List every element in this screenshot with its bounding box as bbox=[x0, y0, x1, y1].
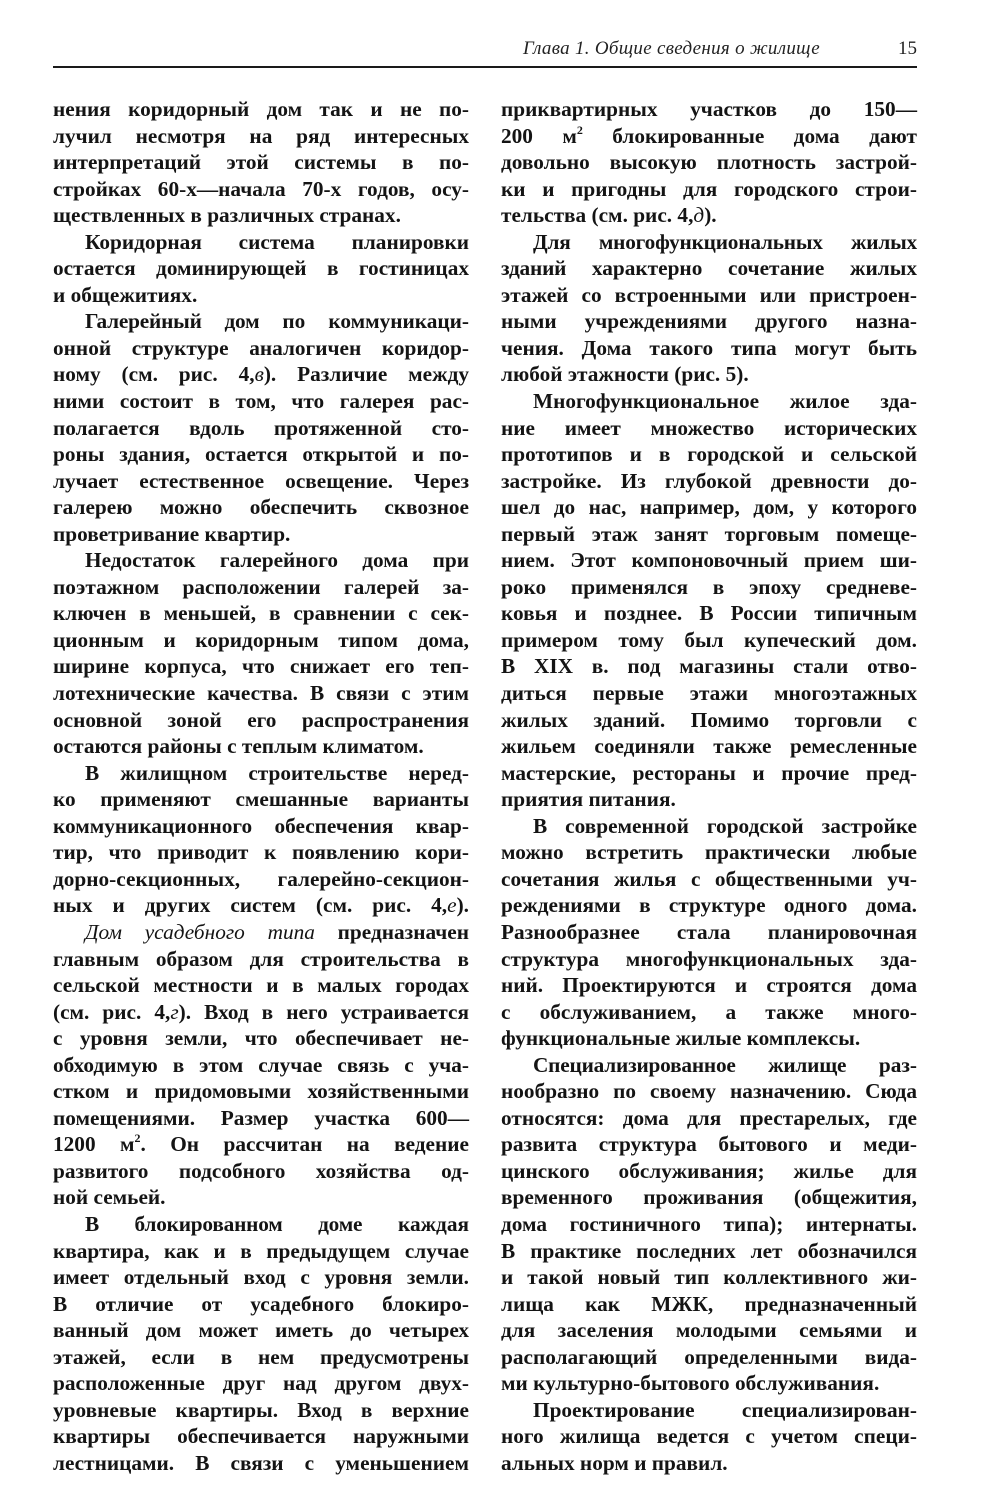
text-line bbox=[501, 1025, 917, 1052]
line-text: диться первые этажи многоэтажных bbox=[501, 681, 917, 706]
text-line bbox=[501, 202, 917, 229]
line-text: этажей со встроенными или пристроен- bbox=[501, 282, 917, 307]
text-line bbox=[53, 1052, 469, 1079]
line-text: первый этаж занят торговым помеще- bbox=[501, 521, 917, 546]
line-text: ). bbox=[704, 203, 717, 228]
text-line bbox=[501, 468, 917, 495]
line-text: блокированные дома дают bbox=[582, 123, 917, 148]
text-line bbox=[53, 1397, 469, 1424]
line-text: нообразно по своему назначению. Сюда bbox=[501, 1079, 917, 1104]
text-line bbox=[53, 1317, 469, 1344]
text-line bbox=[53, 282, 469, 309]
line-text: стком и придомовыми хозяйственными bbox=[53, 1079, 469, 1104]
chapter-title: Глава 1. Общие сведения о жилище bbox=[523, 38, 820, 59]
text-line bbox=[501, 1344, 917, 1371]
text-line bbox=[53, 892, 469, 919]
text-line bbox=[501, 1078, 917, 1105]
line-text: В современной городской застройке bbox=[533, 813, 917, 838]
page-number: 15 bbox=[898, 38, 917, 59]
right-column bbox=[501, 96, 917, 1476]
line-text: и общежитиях. bbox=[53, 282, 198, 307]
figure-letter: в bbox=[254, 362, 264, 387]
text-line bbox=[501, 1238, 917, 1265]
text-line bbox=[501, 999, 917, 1026]
line-text: интерпретаций этой системы в по- bbox=[53, 150, 469, 175]
text-line bbox=[53, 1238, 469, 1265]
text-line bbox=[53, 680, 469, 707]
text-line bbox=[53, 1291, 469, 1318]
text-line bbox=[501, 600, 917, 627]
text-line bbox=[501, 1184, 917, 1211]
line-text: приквартирных участков до 150— bbox=[501, 97, 917, 121]
line-text: Коридорная система планировки bbox=[85, 229, 469, 254]
text-line bbox=[501, 1264, 917, 1291]
text-line bbox=[501, 521, 917, 548]
text-line bbox=[501, 574, 917, 601]
line-text: квартира, как и в предыдущем случае bbox=[53, 1238, 469, 1263]
text-line bbox=[501, 441, 917, 468]
text-line bbox=[53, 813, 469, 840]
line-text: приятия питания. bbox=[501, 787, 676, 812]
bold-term: зданий bbox=[501, 256, 567, 281]
line-text: роко применялся в эпоху средневе- bbox=[501, 574, 917, 599]
text-line bbox=[501, 1317, 917, 1344]
line-text: с обслуживанием, а также много- bbox=[501, 999, 917, 1024]
text-line bbox=[53, 1105, 469, 1132]
text-line bbox=[53, 946, 469, 973]
text-line bbox=[501, 229, 917, 256]
line-text: застройке. Из глубокой древности до- bbox=[501, 468, 917, 493]
line-text: Разнообразнее стала планировочная bbox=[501, 919, 917, 944]
figure-letter: г bbox=[170, 999, 179, 1024]
line-text: чения. Дома такого типа могут быть bbox=[501, 335, 917, 360]
text-line bbox=[501, 1370, 917, 1397]
text-line bbox=[501, 494, 917, 521]
text-line bbox=[53, 1131, 469, 1158]
line-text: и такой новый тип коллективного жи- bbox=[501, 1265, 917, 1290]
line-text: сельской местности и в малых городах bbox=[53, 973, 469, 998]
line-text: характерно сочетание жилых bbox=[566, 256, 917, 281]
text-line bbox=[501, 972, 917, 999]
text-line bbox=[53, 999, 469, 1026]
line-text: Недостаток галерейного дома при bbox=[85, 548, 469, 573]
text-line bbox=[53, 653, 469, 680]
text-line bbox=[53, 1344, 469, 1371]
text-line bbox=[501, 1450, 917, 1477]
text-line bbox=[53, 733, 469, 760]
line-text: Проектирование специализирован- bbox=[533, 1397, 917, 1422]
line-text: структура многофункциональных зда- bbox=[501, 946, 917, 971]
text-line bbox=[53, 335, 469, 362]
text-line bbox=[501, 1158, 917, 1185]
line-text: примером тому был купеческий дом. bbox=[501, 627, 917, 652]
text-line bbox=[501, 176, 917, 203]
line-text: ключен в меньшей, в сравнении с сек- bbox=[53, 601, 469, 626]
line-text: лучает естественное освещение. Через bbox=[53, 468, 469, 493]
line-text: мастерские, рестораны и прочие пред- bbox=[501, 760, 917, 785]
text-line bbox=[53, 388, 469, 415]
text-line bbox=[53, 786, 469, 813]
text-line bbox=[53, 919, 469, 946]
line-text: относятся: дома для престарелых, где bbox=[501, 1105, 917, 1130]
text-line bbox=[501, 308, 917, 335]
line-text: сочетания жилья с общественными уч- bbox=[501, 866, 917, 891]
line-text: ко применяют смешанные варианты bbox=[53, 787, 469, 812]
text-line bbox=[501, 760, 917, 787]
line-text: квартиры обеспечивается наружными bbox=[53, 1424, 469, 1449]
text-line bbox=[501, 1211, 917, 1238]
text-line bbox=[53, 707, 469, 734]
line-text: альных норм и правил. bbox=[501, 1450, 728, 1475]
line-text: нения коридорный дом так и не по- bbox=[53, 97, 469, 121]
text-line bbox=[53, 149, 469, 176]
line-text: каждая bbox=[362, 1211, 469, 1236]
text-line bbox=[53, 972, 469, 999]
line-text: довольно высокую плотность застрой- bbox=[501, 150, 917, 175]
text-line bbox=[53, 1184, 469, 1211]
text-line bbox=[53, 123, 469, 150]
line-text: ковья и позднее. В России типичным bbox=[501, 601, 917, 626]
text-line bbox=[53, 627, 469, 654]
text-line bbox=[53, 1264, 469, 1291]
line-text: уровневые квартиры. Вход в верхние bbox=[53, 1397, 469, 1422]
line-text: развита структура бытового и меди- bbox=[501, 1132, 917, 1157]
line-text: ширине корпуса, что снижает его теп- bbox=[53, 654, 469, 679]
text-line bbox=[53, 229, 469, 256]
line-text: лотехнические качества. В связи с этим bbox=[53, 681, 469, 706]
text-line bbox=[53, 468, 469, 495]
left-column bbox=[53, 96, 469, 1476]
superscript: 2 bbox=[576, 122, 583, 137]
line-text: Многофункциональное жилое зда- bbox=[533, 389, 917, 414]
line-text: главным образом для строительства в bbox=[53, 946, 469, 971]
text-line bbox=[501, 1105, 917, 1132]
text-line bbox=[53, 839, 469, 866]
line-text: ки и пригодны для городского строи- bbox=[501, 176, 917, 201]
text-line bbox=[501, 680, 917, 707]
line-text: стройках 60-х—начала 70-х годов, осу- bbox=[53, 176, 469, 201]
text-line bbox=[501, 946, 917, 973]
line-text: ние имеет множество исторических bbox=[501, 415, 917, 440]
line-text: этажей, если в нем предусмотрены bbox=[53, 1344, 469, 1369]
text-line bbox=[53, 521, 469, 548]
text-line bbox=[53, 1423, 469, 1450]
line-text: прототипов и в городской и сельской bbox=[501, 442, 917, 467]
text-line bbox=[53, 441, 469, 468]
line-text: (см. рис. 4, bbox=[53, 999, 171, 1024]
italic-term: Дом усадебного типа bbox=[85, 919, 315, 944]
line-text: остается доминирующей в гостиницах bbox=[53, 256, 469, 281]
line-text: развитого подсобного хозяйства од- bbox=[53, 1158, 469, 1183]
text-line bbox=[53, 866, 469, 893]
figure-letter: е bbox=[447, 893, 457, 918]
text-line bbox=[53, 1158, 469, 1185]
line-text: ными учреждениями другого назна- bbox=[501, 309, 917, 334]
text-line bbox=[501, 919, 917, 946]
line-text: жилых зданий. Помимо торговли с bbox=[501, 707, 917, 732]
text-line bbox=[53, 1211, 469, 1238]
text-line bbox=[53, 96, 469, 123]
line-text: онной структуре аналогичен коридор- bbox=[53, 335, 469, 360]
running-head bbox=[53, 34, 917, 68]
text-line bbox=[53, 308, 469, 335]
line-text: шел до нас, например, дом, у которого bbox=[501, 495, 917, 520]
line-text: ванный дом может иметь до четырех bbox=[53, 1318, 469, 1343]
text-line bbox=[501, 813, 917, 840]
text-line bbox=[53, 547, 469, 574]
line-text: по коммуникаци- bbox=[259, 309, 469, 334]
text-line bbox=[501, 627, 917, 654]
line-text: жильем соединяли также ремесленные bbox=[501, 734, 917, 759]
line-text: ними состоит в том, что галерея рас- bbox=[53, 389, 469, 414]
line-text: тельства (см. рис. 4, bbox=[501, 203, 694, 228]
line-text: лестницами. В связи с уменьшением bbox=[53, 1450, 469, 1475]
text-line bbox=[501, 1291, 917, 1318]
line-text: можно встретить практически любые bbox=[501, 840, 917, 865]
line-text: основной зоной его распространения bbox=[53, 707, 469, 732]
line-text: помещениями. Размер участка 600— bbox=[53, 1105, 469, 1130]
line-text: тир, что приводит к появлению кори- bbox=[53, 840, 469, 865]
line-text: реждениями в структуре одного дома. bbox=[501, 893, 917, 918]
text-line bbox=[501, 361, 917, 388]
text-line bbox=[501, 388, 917, 415]
text-line bbox=[53, 255, 469, 282]
text-line bbox=[53, 1025, 469, 1052]
line-text: ционным и коридорным типом дома, bbox=[53, 627, 469, 652]
line-text: В отличие от усадебного блокиро- bbox=[53, 1291, 469, 1316]
text-line bbox=[501, 733, 917, 760]
line-text: галерею можно обеспечить сквозное bbox=[53, 495, 469, 520]
line-text: коммуникационного обеспечения квар- bbox=[53, 813, 469, 838]
text-line bbox=[501, 123, 917, 150]
text-line bbox=[53, 600, 469, 627]
line-text: дорно-секционных, галерейно-секцион- bbox=[53, 866, 469, 891]
bold-term: В блокированном доме bbox=[85, 1211, 363, 1236]
figure-letter: д bbox=[693, 203, 705, 228]
line-text: ми культурно-бытового обслуживания. bbox=[501, 1371, 880, 1396]
text-line bbox=[501, 415, 917, 442]
line-text: с уровня земли, что обеспечивает не- bbox=[53, 1026, 469, 1051]
line-text: раз- bbox=[846, 1052, 917, 1077]
text-line bbox=[501, 1131, 917, 1158]
text-line bbox=[53, 574, 469, 601]
line-text: В практике последних лет обозначился bbox=[501, 1238, 917, 1263]
bold-term: Специализированное жилище bbox=[533, 1052, 847, 1077]
text-line bbox=[53, 760, 469, 787]
text-line bbox=[501, 547, 917, 574]
line-text: дома гостиничного типа); интернаты. bbox=[501, 1211, 917, 1236]
text-line bbox=[53, 202, 469, 229]
text-line bbox=[501, 892, 917, 919]
line-text: ). bbox=[456, 893, 469, 918]
line-text: цинского обслуживания; жилье для bbox=[501, 1158, 917, 1183]
text-line bbox=[501, 786, 917, 813]
text-line bbox=[53, 1078, 469, 1105]
text-line bbox=[53, 1370, 469, 1397]
line-text: проветривание квартир. bbox=[53, 521, 291, 546]
text-line bbox=[53, 415, 469, 442]
line-text: полагается вдоль протяженной сто- bbox=[53, 415, 469, 440]
line-text: обходимую в этом случае связь с уча- bbox=[53, 1052, 469, 1077]
line-text: ний. Проектируются и строятся дома bbox=[501, 973, 917, 998]
line-text: расположенные друг над другом двух- bbox=[53, 1371, 469, 1396]
bold-term: Галерейный дом bbox=[85, 309, 260, 334]
text-line bbox=[501, 149, 917, 176]
line-text: ных и других систем (см. рис. 4, bbox=[53, 893, 448, 918]
text-line bbox=[501, 255, 917, 282]
line-text: ному (см. рис. 4, bbox=[53, 362, 255, 387]
line-text: функциональные жилые комплексы. bbox=[501, 1026, 861, 1051]
text-line bbox=[53, 176, 469, 203]
line-text: 1200 м bbox=[53, 1132, 135, 1157]
line-text: нием. Этот компоновочный прием ши- bbox=[501, 548, 917, 573]
line-text: располагающий определенными вида- bbox=[501, 1344, 917, 1369]
text-line bbox=[501, 653, 917, 680]
text-line bbox=[501, 1052, 917, 1079]
line-text: . Он рассчитан на ведение bbox=[140, 1132, 469, 1157]
line-text: остаются районы с теплым климатом. bbox=[53, 734, 424, 759]
line-text: лища как МЖК, предназначенный bbox=[501, 1291, 917, 1316]
line-text: временного проживания (общежития, bbox=[501, 1185, 917, 1210]
text-line bbox=[53, 494, 469, 521]
line-text: для заселения молодыми семьями и bbox=[501, 1318, 917, 1343]
bold-term: Для многофункциональных жилых bbox=[533, 229, 917, 254]
line-text: любой этажности (рис. 5). bbox=[501, 362, 749, 387]
line-text: роны здания, остается открытой и по- bbox=[53, 442, 469, 467]
line-text: ). Различие между bbox=[263, 362, 469, 387]
line-text: поэтажном расположении галерей за- bbox=[53, 574, 469, 599]
text-line bbox=[501, 282, 917, 309]
line-text: предназначен bbox=[314, 919, 469, 944]
line-text: ществленных в различных странах. bbox=[53, 203, 401, 228]
line-text: В XIX в. под магазины стали отво- bbox=[501, 654, 917, 679]
text-line bbox=[501, 335, 917, 362]
text-line bbox=[501, 96, 917, 123]
line-text: лучил несмотря на ряд интересных bbox=[53, 123, 469, 148]
text-line bbox=[53, 361, 469, 388]
line-text: имеет отдельный вход с уровня земли. bbox=[53, 1265, 469, 1290]
line-text: ной семьей. bbox=[53, 1185, 166, 1210]
text-line bbox=[501, 707, 917, 734]
line-text: В жилищном строительстве неред- bbox=[85, 760, 469, 785]
line-text: ного жилища ведется с учетом специ- bbox=[501, 1424, 917, 1449]
text-line bbox=[501, 1397, 917, 1424]
text-line bbox=[501, 1423, 917, 1450]
text-line bbox=[53, 1450, 469, 1477]
text-line bbox=[501, 866, 917, 893]
text-line bbox=[501, 839, 917, 866]
line-text: ). Вход в него устраивается bbox=[178, 999, 469, 1024]
line-text: 200 м bbox=[501, 123, 577, 148]
superscript: 2 bbox=[134, 1131, 141, 1146]
